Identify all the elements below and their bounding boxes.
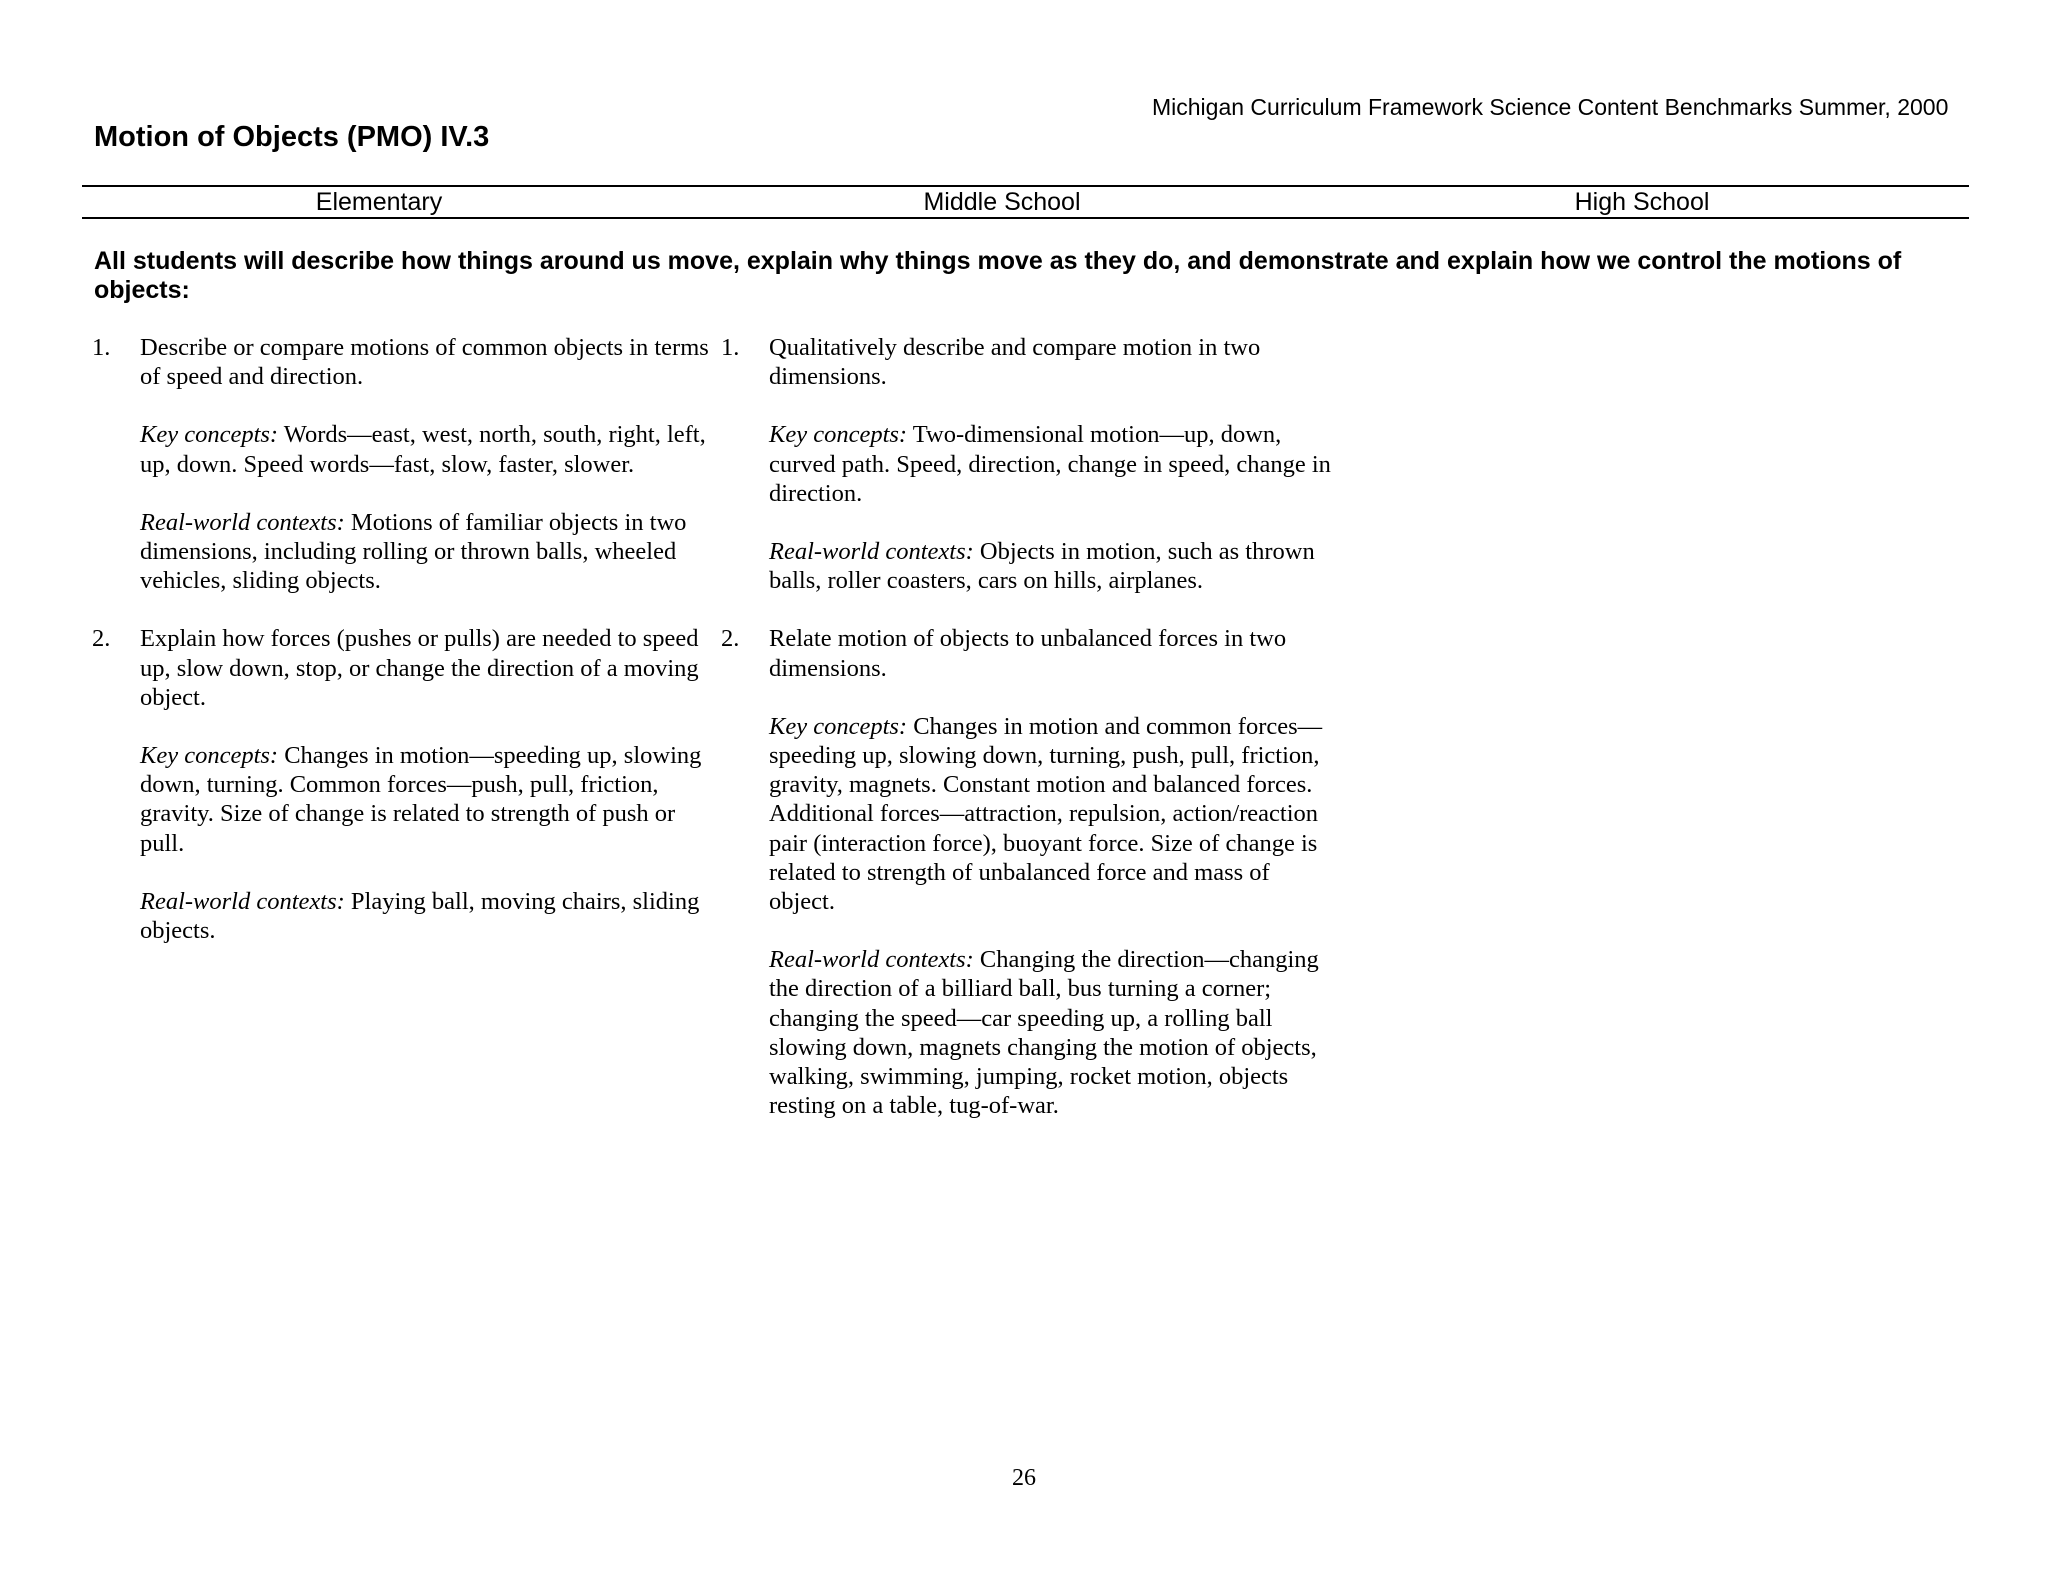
real-world-text: Motions of familiar objects in two dimensions, including rolling or thrown balls, wheeled vehicles, sliding objects.: [140, 508, 687, 595]
real-world-contexts: [140, 508, 712, 596]
key-concepts-label: Key concepts:: [140, 421, 279, 449]
real-world-contexts: [140, 887, 712, 945]
real-world-text: Objects in motion, such as thrown balls, roller coasters, cars on hills, airplanes.: [769, 538, 1315, 595]
middle-school-column: [721, 333, 1341, 1149]
benchmark-number: 1.: [721, 334, 740, 361]
real-world-label: Real-world contexts:: [769, 946, 974, 974]
benchmark-text: Relate motion of objects to unbalanced forces in two dimensions.: [769, 625, 1287, 682]
benchmark-number: 2.: [92, 625, 111, 653]
benchmark-item: [721, 624, 1341, 1120]
column-header-middle-school: Middle School: [923, 188, 1081, 216]
key-concepts: [769, 712, 1341, 916]
benchmark-text: Describe or compare motions of common objects in terms of speed and direction.: [140, 334, 709, 391]
benchmark-text: Explain how forces (pushes or pulls) are needed to speed up, slow down, stop, or change the direction of a moving object.: [140, 625, 699, 711]
framework-header: Michigan Curriculum Framework Science Content Benchmarks Summer, 2000: [1152, 94, 1949, 120]
benchmark-number: 1.: [92, 334, 111, 361]
key-concepts: [140, 420, 712, 478]
page-title: Motion of Objects (PMO) IV.3: [94, 121, 490, 153]
benchmark-item: [92, 624, 712, 945]
elementary-column: [92, 333, 712, 974]
key-concepts-label: Key concepts:: [140, 742, 279, 770]
real-world-label: Real-world contexts:: [140, 508, 345, 536]
key-concepts-label: Key concepts:: [769, 712, 908, 740]
key-concepts: [140, 741, 712, 858]
real-world-contexts: [769, 537, 1341, 595]
real-world-label: Real-world contexts:: [769, 538, 974, 566]
key-concepts-text: Changes in motion and common forces—speeding up, slowing down, turning, push, pull, friction, gravity, magnets. Constant motion and balanced forces. Additional forces—attraction, repulsion, action/reaction pair (interaction force), buoyant force. Size of change is related to strength of unbalanced force and mass of object.: [769, 712, 1323, 916]
key-concepts-text: Changes in motion—speeding up, slowing down, turning. Common forces—push, pull, friction, gravity. Size of change is related to strength of push or pull.: [140, 742, 702, 857]
benchmark-item: [92, 333, 712, 595]
benchmark-item: [721, 333, 1341, 595]
column-header-high-school: High School: [1574, 188, 1710, 216]
benchmark-text: Qualitatively describe and compare motion in two dimensions.: [769, 334, 1261, 391]
key-concepts-text: Two-dimensional motion—up, down, curved path. Speed, direction, change in speed, change in direction.: [769, 421, 1331, 507]
real-world-text: Changing the direction—changing the direction of a billiard ball, bus turning a corner; changing the speed—car speeding up, a rolling ball slowing down, magnets changing the motion of objects, walking, swimming, jumping, rocket motion, objects resting on a table, tug-of-war.: [769, 946, 1319, 1120]
benchmark-number: 2.: [721, 625, 740, 653]
key-concepts-text: Words—east, west, north, south, right, left, up, down. Speed words—fast, slow, faster, slower.: [140, 421, 706, 478]
standard-statement: All students will describe how things around us move, explain why things move as they do, and demonstrate and explain how we control the motions of objects:: [94, 247, 1902, 304]
page-number: 26: [1012, 1465, 1036, 1491]
key-concepts-label: Key concepts:: [769, 421, 908, 449]
column-header-bar: [82, 185, 1969, 219]
real-world-text: Playing ball, moving chairs, sliding objects.: [140, 887, 700, 945]
key-concepts: [769, 420, 1341, 508]
column-header-elementary: Elementary: [315, 188, 443, 216]
real-world-label: Real-world contexts:: [140, 887, 345, 915]
real-world-contexts: [769, 945, 1341, 1120]
